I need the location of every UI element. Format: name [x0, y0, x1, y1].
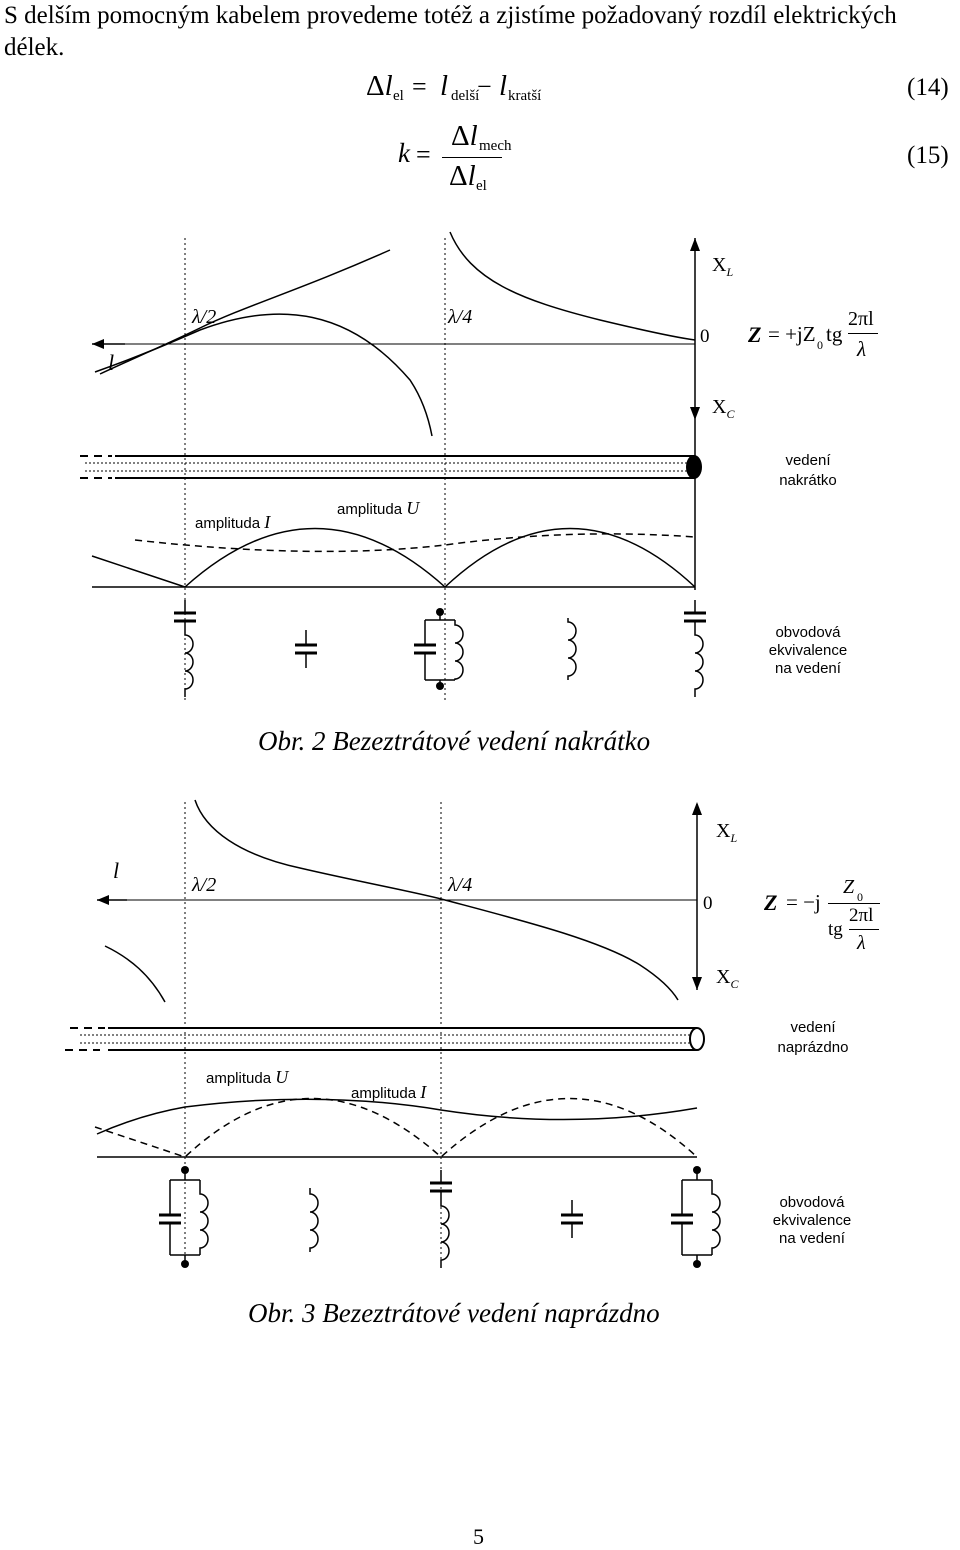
short-circuit-end: [686, 455, 702, 479]
intro-paragraph: S delším pomocným kabelem provedeme totéž a zjistíme požadovaný rozdíl elektrických délek.: [4, 2, 897, 61]
line-label-open: vedení naprázdno: [777, 1019, 849, 1056]
equiv-capacitor-3: [561, 1200, 583, 1238]
reactance-curve-3b: [105, 946, 165, 1002]
amplitude-i-label: amplituda I: [195, 512, 271, 532]
equiv-parallel-lc-3b: [671, 1170, 720, 1264]
length-l: l: [108, 350, 115, 375]
equation-number-14: (14): [907, 74, 949, 101]
page-number: 5: [473, 1524, 484, 1549]
equiv-inductor-1: [568, 618, 576, 680]
length-l-3: l: [113, 858, 120, 883]
amplitude-u-label: amplituda U: [337, 498, 420, 518]
amplitude-u-label-3: amplituda U: [206, 1067, 289, 1087]
origin-zero: 0: [700, 326, 710, 347]
lambda-quarter-3: λ/4: [448, 874, 473, 896]
line-label-short: vedení nakrátko: [779, 452, 837, 489]
equivalence-label-open: obvodová ekvivalence na vedení: [772, 1194, 852, 1247]
xl-arrow: [690, 238, 700, 251]
lambda-quarter: λ/4: [448, 306, 473, 328]
xc-arrow: [690, 407, 700, 420]
xl-arrow-3: [692, 802, 702, 815]
reactance-curve: [95, 314, 432, 436]
equivalence-label-short: obvodová ekvivalence na vedení: [768, 624, 848, 677]
equiv-inductor-3: [310, 1188, 318, 1252]
reactance-curve-right: [450, 232, 695, 340]
amplitude-u-curve-3: [97, 1099, 697, 1134]
figure-2-caption: Obr. 2 Bezeztrátové vedení nakrátko: [258, 726, 651, 756]
reactance-curve-left: [100, 250, 390, 374]
equation-number-15: (15): [907, 142, 949, 169]
lambda-half: λ/2: [192, 306, 217, 328]
lambda-half-3: λ/2: [192, 874, 217, 896]
amplitude-i-label-3: amplituda I: [351, 1082, 427, 1102]
amplitude-i-curve: [135, 534, 695, 552]
equiv-series-lc-2: [684, 600, 706, 697]
origin-zero-3: 0: [703, 893, 713, 914]
open-end: [690, 1028, 704, 1050]
equiv-capacitor-1: [295, 630, 317, 668]
xc-arrow-3: [692, 977, 702, 990]
amplitude-u-curve: [92, 529, 695, 588]
equiv-parallel-lc: [414, 612, 463, 688]
equiv-parallel-lc-3a: [159, 1170, 208, 1264]
figure-3-caption: Obr. 3 Bezeztrátové vedení naprázdno: [248, 1298, 660, 1328]
